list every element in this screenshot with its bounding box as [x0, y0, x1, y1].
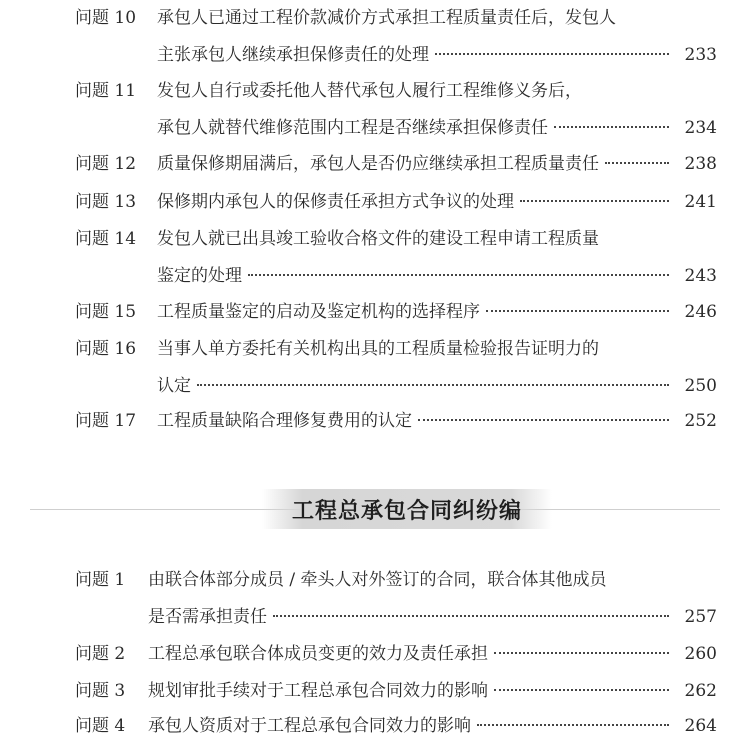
leader-dots: [273, 615, 669, 617]
entry-title-line: 工程总承包联合体成员变更的效力及责任承担: [148, 644, 488, 664]
entry-number: 问题 3: [75, 681, 126, 701]
entry-title-line: 发包人自行或委托他人替代承包人履行工程维修义务后，: [157, 81, 582, 101]
entry-title-line: 工程质量鉴定的启动及鉴定机构的选择程序: [157, 302, 480, 322]
entry-number: 问题 12: [75, 154, 137, 174]
page-number: 257: [684, 607, 717, 627]
entry-number: 问题 10: [75, 8, 137, 28]
entry-title-line: 保修期内承包人的保修责任承担方式争议的处理: [157, 192, 514, 212]
entry-number: 问题 15: [75, 302, 137, 322]
page-number: 262: [684, 681, 717, 701]
entry-number: 问题 16: [75, 339, 137, 359]
entry-title-fill: [157, 192, 717, 212]
entry-title-fill: [157, 376, 717, 396]
entry-title-line: 承包人已通过工程价款减价方式承担工程质量责任后，发包人: [157, 8, 616, 28]
entry-number: 问题 11: [75, 81, 137, 101]
entry-title-line: 承包人资质对于工程总承包合同效力的影响: [148, 716, 471, 736]
entry-title-fill: [157, 118, 717, 138]
entry-number: 问题 1: [75, 570, 126, 590]
entry-title-fill: [157, 45, 717, 65]
page-number: 243: [684, 266, 717, 286]
entry-title-fill: [157, 154, 717, 174]
leader-dots: [435, 53, 669, 55]
leader-dots: [554, 126, 669, 128]
entry-title-line: 规划审批手续对于工程总承包合同效力的影响: [148, 681, 488, 701]
page-number: 238: [684, 154, 717, 174]
page-number: 264: [684, 716, 717, 736]
page-number: 246: [684, 302, 717, 322]
leader-dots: [520, 200, 669, 202]
section-title: 工程总承包合同纠纷编: [291, 498, 522, 524]
section-header: [30, 489, 720, 529]
entry-title-fill: [148, 644, 717, 664]
entry-title-fill: [148, 607, 717, 627]
leader-dots: [605, 162, 669, 164]
leader-dots: [197, 384, 669, 386]
page-number: 250: [684, 376, 717, 396]
entry-title-line: 发包人就已出具竣工验收合格文件的建设工程申请工程质量: [157, 229, 599, 249]
page-number: 241: [684, 192, 717, 212]
entry-title-line: 承包人就替代维修范围内工程是否继续承担保修责任: [157, 118, 548, 138]
entry-title-fill: [157, 411, 717, 431]
page-number: 260: [684, 644, 717, 664]
entry-title-fill: [157, 302, 717, 322]
entry-title-line: 工程质量缺陷合理修复费用的认定: [157, 411, 412, 431]
page-number: 233: [684, 45, 717, 65]
section-banner: [262, 489, 552, 529]
page-number: 234: [684, 118, 717, 138]
entry-number: 问题 17: [75, 411, 137, 431]
page-number: 252: [684, 411, 717, 431]
entry-number: 问题 4: [75, 716, 126, 736]
entry-title-fill: [148, 681, 717, 701]
entry-title-line: 鉴定的处理: [157, 266, 242, 286]
entry-title-line: 认定: [157, 376, 191, 396]
entry-title-line: 质量保修期届满后，承包人是否仍应继续承担工程质量责任: [157, 154, 599, 174]
entry-title-fill: [157, 266, 717, 286]
entry-title-line: 当事人单方委托有关机构出具的工程质量检验报告证明力的: [157, 339, 599, 359]
entry-title-line: 由联合体部分成员 / 牵头人对外签订的合同，联合体其他成员: [148, 570, 607, 590]
leader-dots: [248, 274, 669, 276]
leader-dots: [486, 310, 669, 312]
leader-dots: [494, 652, 669, 654]
entry-title-fill: [148, 716, 717, 736]
leader-dots: [494, 689, 669, 691]
entry-number: 问题 14: [75, 229, 137, 249]
leader-dots: [418, 419, 669, 421]
entry-number: 问题 2: [75, 644, 126, 664]
entry-title-line: 是否需承担责任: [148, 607, 267, 627]
entry-number: 问题 13: [75, 192, 137, 212]
entry-title-line: 主张承包人继续承担保修责任的处理: [157, 45, 429, 65]
leader-dots: [477, 724, 669, 726]
